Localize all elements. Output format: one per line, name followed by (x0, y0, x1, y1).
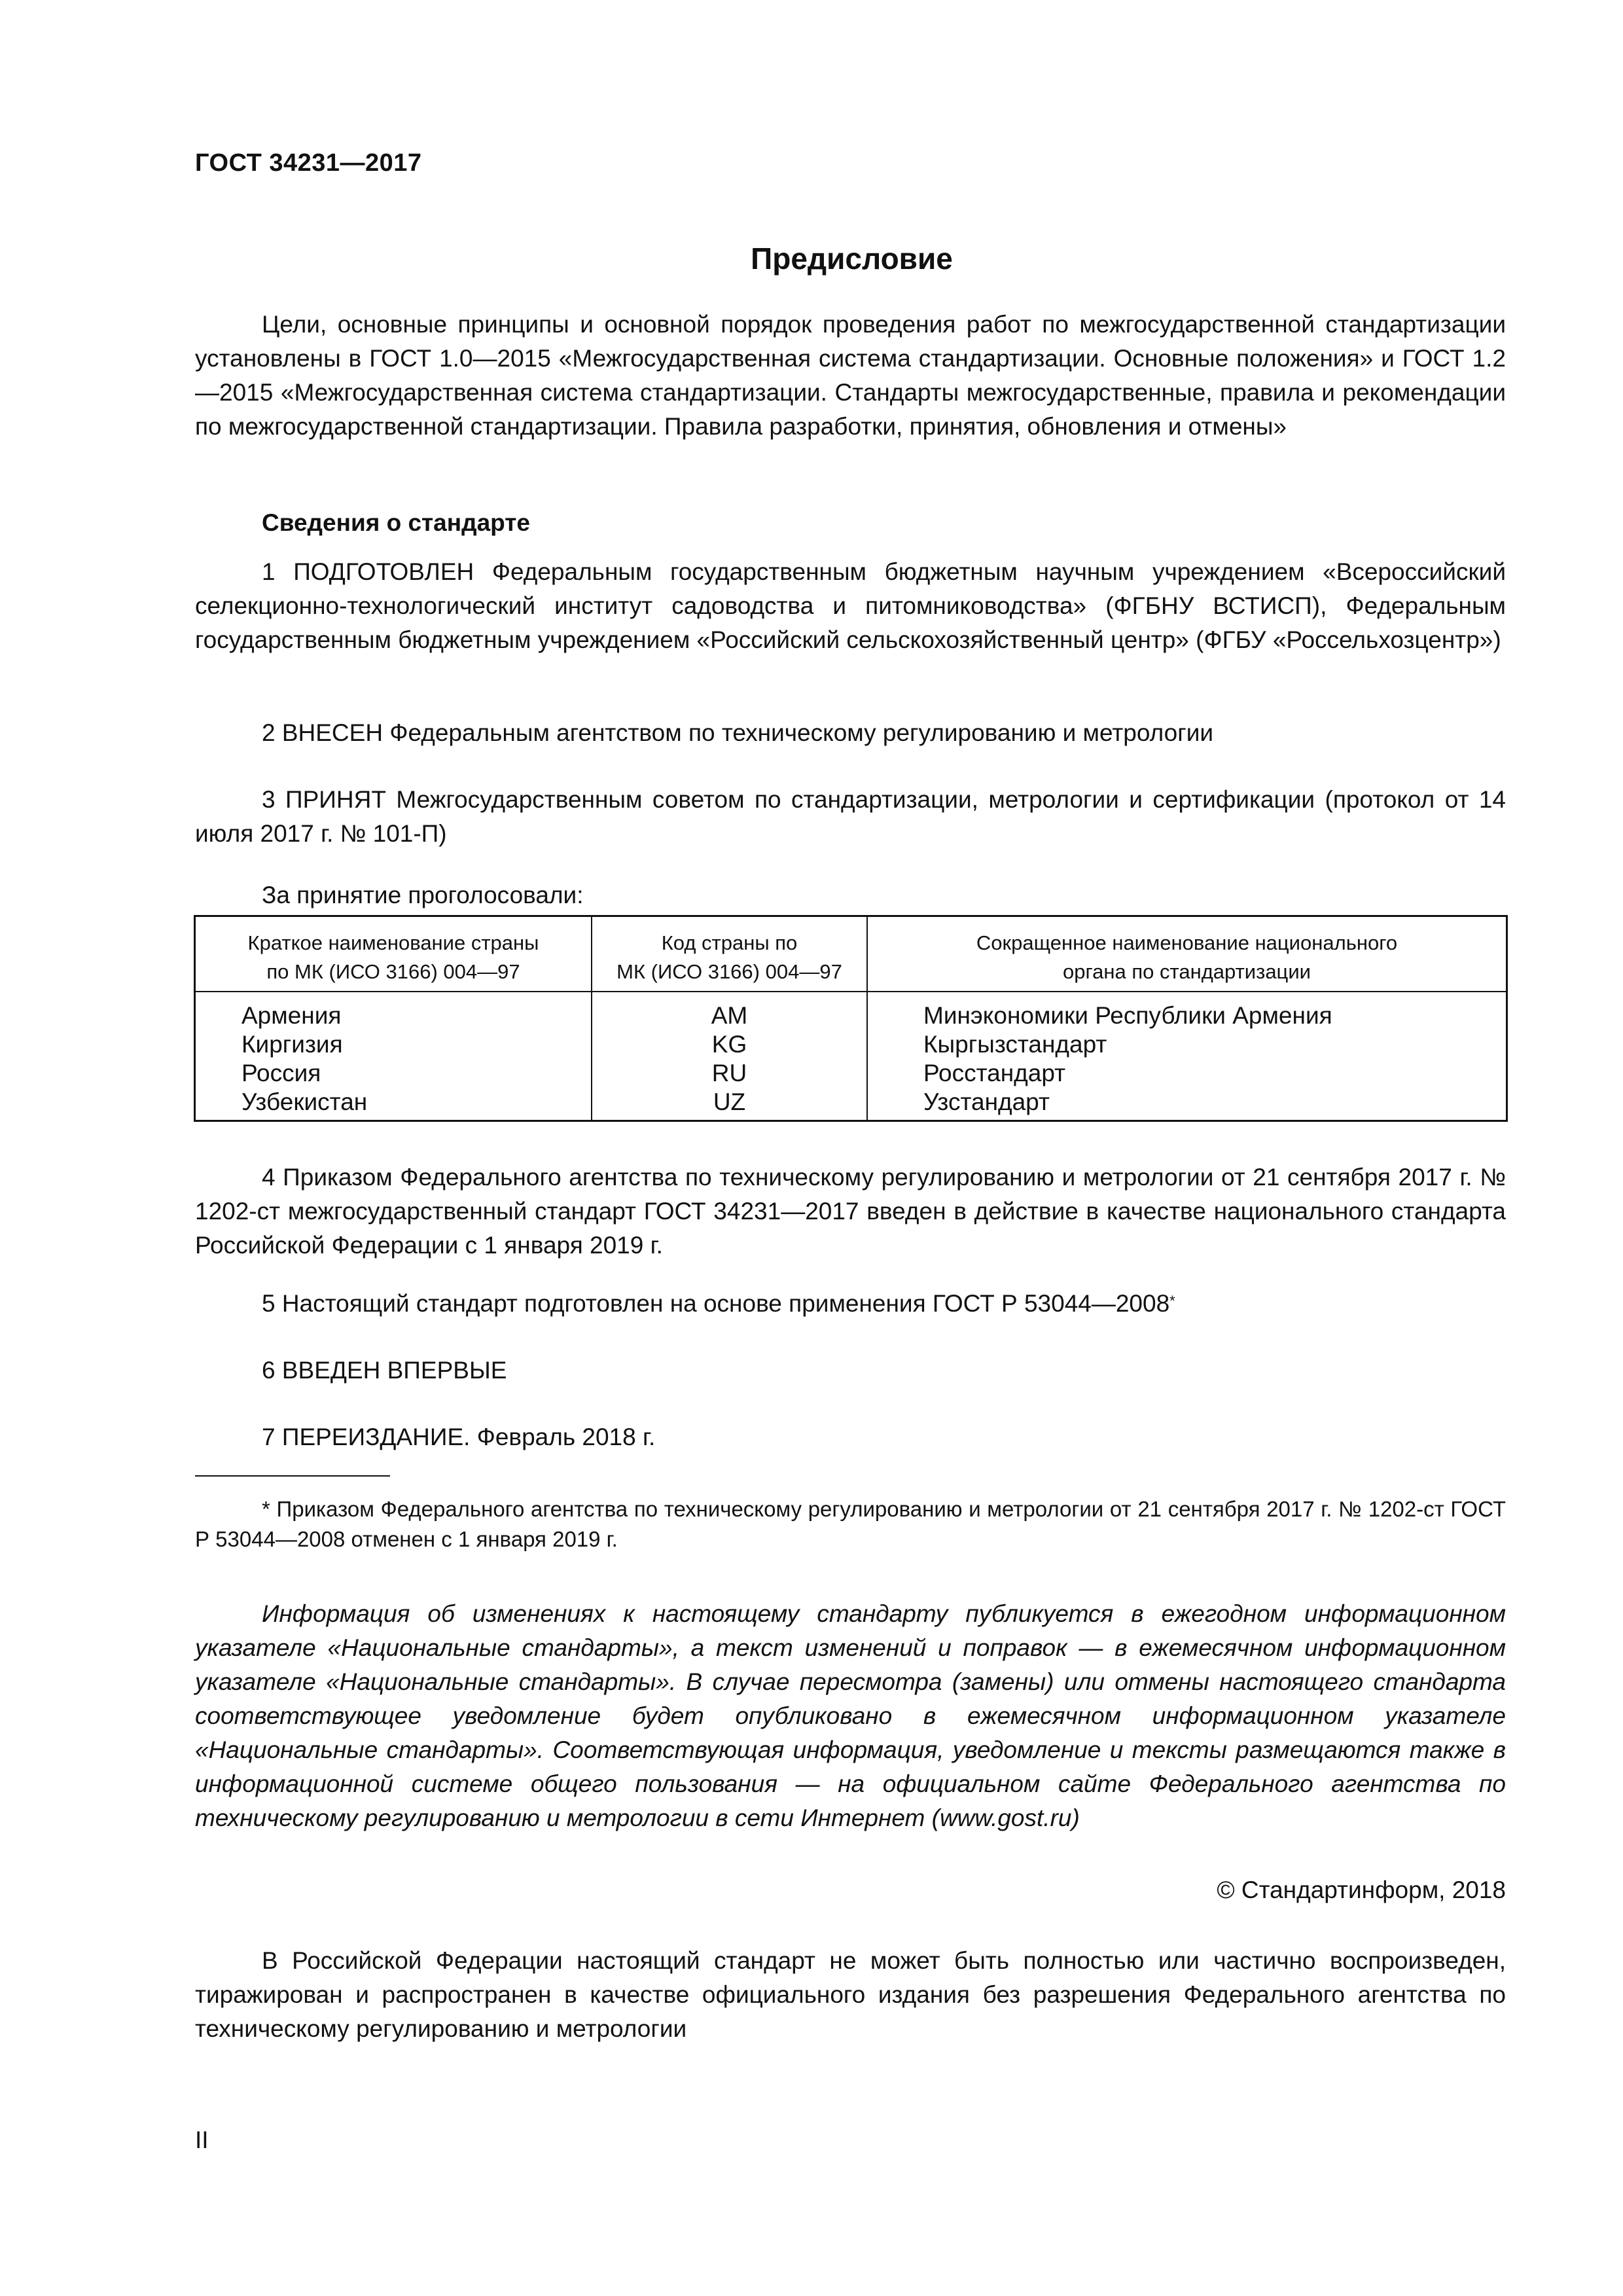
table-cell: KG (711, 1031, 747, 1058)
rights-notice: В Российской Федерации настоящий стандарт не может быть полностью или частично воспроизведен, тиражирован и распространен в качестве официального издания без разрешения Федерального агентства по техническому регулированию и метрологии (195, 1947, 1506, 2042)
item-7-paragraph: 7 ПЕРЕИЗДАНИЕ. Февраль 2018 г. (262, 1424, 656, 1450)
page-number: II (195, 2126, 209, 2153)
voting-table (194, 915, 1508, 1122)
item-6-paragraph: 6 ВВЕДЕН ВПЕРВЫЕ (262, 1357, 507, 1384)
footnote: * Приказом Федерального агентства по техническому регулированию и метрологии от 21 сентября 2017 г. № 1202-ст ГОСТ Р 53044—2008 отменен с 1 января 2019 г. (195, 1497, 1506, 1551)
table-header-country: Краткое наименование страны по МК (ИСО 3166) 004—97 (247, 931, 539, 983)
table-cell: Узстандарт (923, 1088, 1050, 1115)
footnote-marker: * (1169, 1293, 1175, 1309)
info-notice: Информация об изменениях к настоящему стандарту публикуется в ежегодном информационном указателе «Национальные стандарты», а текст изменений и поправок — в ежемесячном информационном указателе «Национальные стандарты». В случае пересмотра (замены) или отмены настоящего стандарта соответствующее уведомление будет опубликовано в ежемесячном информационном указателе «Национальные стандарты». Соответствующая информация, уведомление и тексты размещаются также в информационной системе общего пользования — на официальном сайте Федерального агентства по техническому регулированию и метрологии в сети Интернет (www.gost.ru) (195, 1600, 1506, 1831)
item-5-paragraph: 5 Настоящий стандарт подготовлен на основе применения ГОСТ Р 53044—2008* (262, 1290, 1175, 1317)
table-header-code: Код страны по МК (ИСО 3166) 004—97 (616, 931, 842, 983)
table-column-body (923, 1001, 1332, 1117)
item-2-paragraph: 2 ВНЕСЕН Федеральным агентством по техническому регулированию и метрологии (262, 719, 1214, 746)
table-cell: Узбекистан (241, 1088, 368, 1115)
footnote-divider (195, 1475, 390, 1477)
table-cell: Росстандарт (923, 1060, 1066, 1086)
table-column-code (592, 1001, 866, 1117)
document-id: ГОСТ 34231—2017 (195, 149, 422, 177)
item-1-paragraph: 1 ПОДГОТОВЛЕН Федеральным государственным бюджетным научным учреждением «Всероссийский селекционно-технологический институт садоводства и питомниководства» (ФГБНУ ВСТИСП), Федеральным государственным бюджетным учреждением «Российский сельскохозяйственный центр» (ФГБУ «Россельхозцентр») (195, 558, 1506, 653)
page-title: Предисловие (751, 242, 953, 276)
table-cell: Киргизия (241, 1031, 343, 1058)
copyright: © Стандартинформ, 2018 (1217, 1876, 1506, 1903)
table-cell: Россия (241, 1060, 321, 1086)
table-cell: RU (711, 1060, 747, 1086)
item-3-paragraph: 3 ПРИНЯТ Межгосударственным советом по стандартизации, метрологии и сертификации (протокол от 14 июля 2017 г. № 101-П) (195, 786, 1506, 847)
voted-label: За принятие проголосовали: (262, 882, 584, 908)
table-cell: AM (711, 1002, 748, 1029)
table-header-separator (196, 991, 1506, 992)
table-column-country (241, 1001, 367, 1117)
intro-paragraph: Цели, основные принципы и основной порядок проведения работ по межгосударственной стандартизации установлены в ГОСТ 1.0—2015 «Межгосударственная система стандартизации. Основные положения» и ГОСТ 1.2—2015 «Межгосударственная система стандартизации. Стандарты межгосударственные, правила и рекомендации по межгосударственной стандартизации. Правила разработки, принятия, обновления и отмены» (195, 311, 1506, 440)
table-header-body: Сокращенное наименование национального органа по стандартизации (976, 931, 1398, 983)
table-cell: Армения (241, 1002, 342, 1029)
item-4-paragraph: 4 Приказом Федерального агентства по техническому регулированию и метрологии от 21 сентября 2017 г. № 1202-ст межгосударственный стандарт ГОСТ 34231—2017 введен в действие в качестве национального стандарта Российской Федерации с 1 января 2019 г. (195, 1164, 1506, 1259)
table-cell: Кыргызстандарт (923, 1031, 1107, 1058)
section-heading: Сведения о стандарте (262, 509, 530, 536)
table-cell: Минэкономики Республики Армения (923, 1002, 1332, 1029)
table-cell: UZ (713, 1088, 746, 1115)
